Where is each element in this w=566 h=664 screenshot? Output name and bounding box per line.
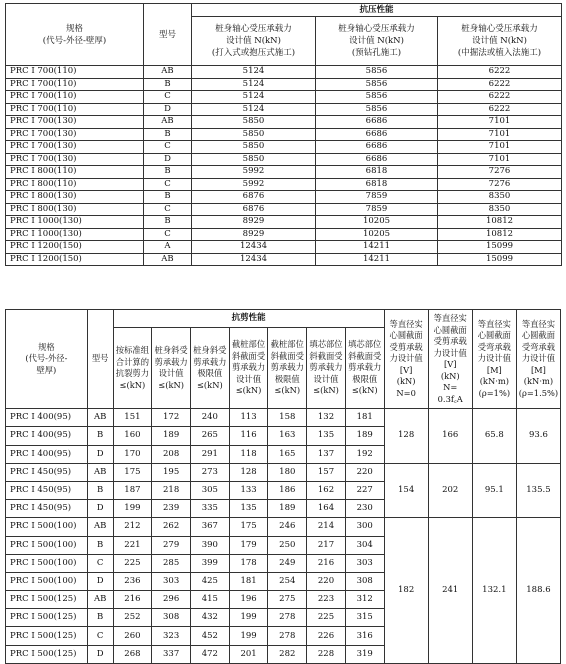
value-cell: 128: [229, 463, 268, 481]
value-cell: 265: [190, 427, 229, 445]
value-cell: 8929: [192, 216, 316, 229]
model-cell: C: [144, 228, 192, 241]
moment-m1-cell: 132.1: [472, 518, 516, 664]
value-cell: 158: [268, 409, 307, 427]
spec-cell: PRC Ⅰ 1000(130): [6, 228, 144, 241]
value-cell: 12434: [192, 253, 316, 266]
spec-cell: PRC Ⅰ 400(95): [6, 427, 88, 445]
value-cell: 6876: [192, 203, 316, 216]
spec-cell: PRC Ⅰ 700(110): [6, 103, 144, 116]
table-row: [6, 141, 562, 154]
value-cell: 189: [268, 500, 307, 518]
table-row: [6, 216, 562, 229]
spec-cell: PRC Ⅰ 400(95): [6, 409, 88, 427]
value-cell: 7101: [438, 141, 562, 154]
spec-cell: PRC Ⅰ 500(100): [6, 518, 88, 536]
value-cell: 220: [345, 463, 384, 481]
value-cell: 181: [345, 409, 384, 427]
value-cell: 170: [113, 445, 152, 463]
cut-ultimate-header: 截桩部位 斜截面受 剪承载力 极限值 ≤(kN): [268, 328, 307, 409]
spec-cell: PRC Ⅰ 1200(150): [6, 241, 144, 254]
value-cell: 300: [345, 518, 384, 536]
value-cell: 5124: [192, 103, 316, 116]
shear-v0-cell: 182: [384, 518, 428, 664]
value-cell: 189: [345, 427, 384, 445]
shear-group-header: 抗剪性能: [113, 310, 384, 328]
value-cell: 6876: [192, 191, 316, 204]
moment-m2-cell: 93.6: [516, 409, 560, 464]
value-cell: 7101: [438, 116, 562, 129]
compression-table: [5, 3, 562, 266]
value-cell: 5850: [192, 153, 316, 166]
spec-cell: PRC Ⅰ 450(95): [6, 481, 88, 499]
value-cell: 216: [307, 554, 346, 572]
value-cell: 208: [152, 445, 191, 463]
value-cell: 10812: [438, 216, 562, 229]
shear-v0-cell: 154: [384, 463, 428, 518]
spec-cell: PRC Ⅰ 500(125): [6, 609, 88, 627]
value-cell: 225: [113, 554, 152, 572]
value-cell: 151: [113, 409, 152, 427]
spec-cell: PRC Ⅰ 500(125): [6, 591, 88, 609]
table-row: [6, 178, 562, 191]
value-cell: 180: [268, 463, 307, 481]
model-cell: A: [144, 241, 192, 254]
value-cell: 6222: [438, 91, 562, 104]
value-cell: 7859: [316, 191, 438, 204]
value-cell: 254: [268, 572, 307, 590]
value-cell: 304: [345, 536, 384, 554]
value-cell: 172: [152, 409, 191, 427]
value-cell: 187: [113, 481, 152, 499]
table-row: [6, 116, 562, 129]
col-driven-header: 桩身轴心受压承载力 设计值 N(kN) (打入式或抱压式施工): [192, 17, 316, 66]
spec-cell: PRC Ⅰ 700(130): [6, 141, 144, 154]
value-cell: 6686: [316, 153, 438, 166]
value-cell: 260: [113, 627, 152, 645]
value-cell: 5124: [192, 91, 316, 104]
value-cell: 337: [152, 645, 191, 663]
moment-m2-cell: 135.5: [516, 463, 560, 518]
col-embedded-header: 桩身轴心受压承载力 设计值 N(kN) (中掘法或植入法施工): [438, 17, 562, 66]
model-cell: B: [144, 78, 192, 91]
model-cell: D: [144, 153, 192, 166]
value-cell: 7276: [438, 178, 562, 191]
value-cell: 165: [268, 445, 307, 463]
value-cell: 273: [190, 463, 229, 481]
model-cell: AB: [144, 253, 192, 266]
table-row: [6, 463, 561, 481]
value-cell: 163: [268, 427, 307, 445]
value-cell: 315: [345, 609, 384, 627]
value-cell: 216: [113, 591, 152, 609]
value-cell: 296: [152, 591, 191, 609]
model-cell: D: [144, 103, 192, 116]
spec-cell: PRC Ⅰ 800(130): [6, 191, 144, 204]
value-cell: 6686: [316, 141, 438, 154]
model-cell: D: [87, 572, 113, 590]
value-cell: 196: [229, 591, 268, 609]
value-cell: 308: [152, 609, 191, 627]
table-row: [6, 409, 561, 427]
value-cell: 390: [190, 536, 229, 554]
model-cell: C: [87, 554, 113, 572]
value-cell: 14211: [316, 253, 438, 266]
value-cell: 278: [268, 609, 307, 627]
value-cell: 217: [307, 536, 346, 554]
value-cell: 175: [229, 518, 268, 536]
spec-cell: PRC Ⅰ 700(110): [6, 66, 144, 79]
cut-design-header: 截桩部位 斜截面受 剪承载力 设计值 ≤(kN): [229, 328, 268, 409]
value-cell: 8350: [438, 191, 562, 204]
spec-cell: PRC Ⅰ 450(95): [6, 500, 88, 518]
value-cell: 282: [268, 645, 307, 663]
fill-design-header: 填芯部位 斜截面受 剪承载力 设计值 ≤(kN): [307, 328, 346, 409]
shear-v0-header: 等直径实 心圆截面 受剪承载 力设计值 [V] (kN) N=0: [384, 310, 428, 409]
shear-v1-header: 等直径实 心圆截面 受剪承载 力设计值 [V] (kN) N= 0.3f꜀A: [428, 310, 472, 409]
spec-cell: PRC Ⅰ 450(95): [6, 463, 88, 481]
value-cell: 189: [152, 427, 191, 445]
value-cell: 227: [345, 481, 384, 499]
value-cell: 279: [152, 536, 191, 554]
value-cell: 5124: [192, 66, 316, 79]
value-cell: 323: [152, 627, 191, 645]
table-row: [6, 91, 562, 104]
spec-cell: PRC Ⅰ 500(100): [6, 572, 88, 590]
value-cell: 178: [229, 554, 268, 572]
moment-m1-cell: 65.8: [472, 409, 516, 464]
value-cell: 236: [113, 572, 152, 590]
value-cell: 214: [307, 518, 346, 536]
value-cell: 135: [307, 427, 346, 445]
value-cell: 164: [307, 500, 346, 518]
value-cell: 230: [345, 500, 384, 518]
table-row: [6, 166, 562, 179]
value-cell: 472: [190, 645, 229, 663]
model-cell: D: [87, 445, 113, 463]
shear-v0-cell: 128: [384, 409, 428, 464]
model-cell: C: [144, 141, 192, 154]
shear-design-header: 桩身斜受 剪承载力 设计值 ≤(kN): [152, 328, 191, 409]
value-cell: 239: [152, 500, 191, 518]
model-cell: AB: [87, 409, 113, 427]
value-cell: 275: [268, 591, 307, 609]
table-row: [6, 253, 562, 266]
table-row: [6, 103, 562, 116]
model-header: 型号: [144, 4, 192, 66]
value-cell: 199: [229, 627, 268, 645]
value-cell: 10205: [316, 228, 438, 241]
model-cell: C: [144, 203, 192, 216]
spec-cell: PRC Ⅰ 500(125): [6, 627, 88, 645]
value-cell: 7101: [438, 128, 562, 141]
spec-header: 规格 (代号-外径- 壁厚): [6, 310, 88, 409]
spec-cell: PRC Ⅰ 500(125): [6, 645, 88, 663]
value-cell: 6222: [438, 78, 562, 91]
value-cell: 199: [113, 500, 152, 518]
value-cell: 15099: [438, 241, 562, 254]
spec-cell: PRC Ⅰ 800(110): [6, 178, 144, 191]
value-cell: 212: [113, 518, 152, 536]
value-cell: 133: [229, 481, 268, 499]
value-cell: 195: [152, 463, 191, 481]
value-cell: 137: [307, 445, 346, 463]
spec-cell: PRC Ⅰ 700(130): [6, 153, 144, 166]
value-cell: 6686: [316, 116, 438, 129]
model-cell: B: [87, 536, 113, 554]
value-cell: 268: [113, 645, 152, 663]
value-cell: 249: [268, 554, 307, 572]
value-cell: 225: [307, 609, 346, 627]
value-cell: 303: [152, 572, 191, 590]
moment-m1-cell: 95.1: [472, 463, 516, 518]
value-cell: 175: [113, 463, 152, 481]
moment-m2-cell: 188.6: [516, 518, 560, 664]
model-cell: D: [87, 645, 113, 663]
value-cell: 221: [113, 536, 152, 554]
value-cell: 278: [268, 627, 307, 645]
value-cell: 8929: [192, 228, 316, 241]
value-cell: 240: [190, 409, 229, 427]
spec-cell: PRC Ⅰ 500(100): [6, 554, 88, 572]
value-cell: 201: [229, 645, 268, 663]
shear-table: [5, 309, 561, 664]
value-cell: 5992: [192, 178, 316, 191]
shear-v1-cell: 241: [428, 518, 472, 664]
value-cell: 5850: [192, 128, 316, 141]
spec-cell: PRC Ⅰ 700(130): [6, 128, 144, 141]
value-cell: 5992: [192, 166, 316, 179]
value-cell: 452: [190, 627, 229, 645]
model-cell: AB: [87, 591, 113, 609]
model-cell: B: [87, 609, 113, 627]
spec-header: 规格 (代号-外径-壁厚): [6, 4, 144, 66]
value-cell: 135: [229, 500, 268, 518]
table-row: [6, 191, 562, 204]
value-cell: 415: [190, 591, 229, 609]
value-cell: 285: [152, 554, 191, 572]
value-cell: 199: [229, 609, 268, 627]
model-cell: B: [144, 166, 192, 179]
value-cell: 7859: [316, 203, 438, 216]
shear-ultimate-header: 桩身斜受 剪承载力 极限值 ≤(kN): [190, 328, 229, 409]
value-cell: 10812: [438, 228, 562, 241]
spec-cell: PRC Ⅰ 700(110): [6, 78, 144, 91]
value-cell: 5850: [192, 116, 316, 129]
value-cell: 5856: [316, 91, 438, 104]
value-cell: 113: [229, 409, 268, 427]
model-cell: B: [144, 128, 192, 141]
value-cell: 116: [229, 427, 268, 445]
value-cell: 8350: [438, 203, 562, 216]
table-row: [6, 228, 562, 241]
table-row: [6, 153, 562, 166]
value-cell: 226: [307, 627, 346, 645]
value-cell: 118: [229, 445, 268, 463]
table-row: [6, 66, 562, 79]
value-cell: 132: [307, 409, 346, 427]
value-cell: 262: [152, 518, 191, 536]
value-cell: 5850: [192, 141, 316, 154]
value-cell: 181: [229, 572, 268, 590]
shear-v1-cell: 166: [428, 409, 472, 464]
spec-cell: PRC Ⅰ 800(110): [6, 166, 144, 179]
value-cell: 192: [345, 445, 384, 463]
value-cell: 335: [190, 500, 229, 518]
value-cell: 303: [345, 554, 384, 572]
value-cell: 319: [345, 645, 384, 663]
spec-cell: PRC Ⅰ 1000(130): [6, 216, 144, 229]
compression-group-header: 抗压性能: [192, 4, 562, 17]
value-cell: 15099: [438, 253, 562, 266]
model-cell: C: [144, 178, 192, 191]
value-cell: 312: [345, 591, 384, 609]
value-cell: 12434: [192, 241, 316, 254]
value-cell: 5856: [316, 78, 438, 91]
value-cell: 186: [268, 481, 307, 499]
model-cell: B: [144, 191, 192, 204]
value-cell: 367: [190, 518, 229, 536]
col-predrilled-header: 桩身轴心受压承载力 设计值 N(kN) (预钻孔施工): [316, 17, 438, 66]
model-cell: C: [87, 627, 113, 645]
spec-cell: PRC Ⅰ 700(110): [6, 91, 144, 104]
model-cell: B: [87, 427, 113, 445]
value-cell: 223: [307, 591, 346, 609]
value-cell: 220: [307, 572, 346, 590]
fill-ultimate-header: 填芯部位 斜截面受 剪承载力 极限值 ≤(kN): [345, 328, 384, 409]
value-cell: 157: [307, 463, 346, 481]
model-cell: AB: [87, 518, 113, 536]
value-cell: 6686: [316, 128, 438, 141]
spec-cell: PRC Ⅰ 800(130): [6, 203, 144, 216]
value-cell: 162: [307, 481, 346, 499]
model-cell: AB: [144, 116, 192, 129]
value-cell: 432: [190, 609, 229, 627]
table-row: [6, 518, 561, 536]
spec-cell: PRC Ⅰ 400(95): [6, 445, 88, 463]
value-cell: 6222: [438, 103, 562, 116]
model-cell: D: [87, 500, 113, 518]
moment-m2-header: 等直径实 心圆截面 受弯承载 力设计值 [M] (kN·m) (ρ=1.5%): [516, 310, 560, 409]
model-cell: B: [87, 481, 113, 499]
value-cell: 308: [345, 572, 384, 590]
model-cell: AB: [87, 463, 113, 481]
table-row: [6, 203, 562, 216]
value-cell: 252: [113, 609, 152, 627]
value-cell: 10205: [316, 216, 438, 229]
value-cell: 291: [190, 445, 229, 463]
value-cell: 305: [190, 481, 229, 499]
model-cell: B: [144, 216, 192, 229]
table-row: [6, 128, 562, 141]
value-cell: 179: [229, 536, 268, 554]
value-cell: 7101: [438, 153, 562, 166]
spec-cell: PRC Ⅰ 700(130): [6, 116, 144, 129]
value-cell: 5856: [316, 66, 438, 79]
moment-m1-header: 等直径实 心圆截面 受弯承载 力设计值 [M] (kN·m) (ρ=1%): [472, 310, 516, 409]
model-cell: AB: [144, 66, 192, 79]
value-cell: 399: [190, 554, 229, 572]
value-cell: 160: [113, 427, 152, 445]
value-cell: 6818: [316, 166, 438, 179]
value-cell: 5124: [192, 78, 316, 91]
crack-shear-header: 按标准组 合计算的 抗裂剪力 ≤(kN): [113, 328, 152, 409]
value-cell: 250: [268, 536, 307, 554]
value-cell: 425: [190, 572, 229, 590]
value-cell: 218: [152, 481, 191, 499]
spec-cell: PRC Ⅰ 1200(150): [6, 253, 144, 266]
model-header: 型号: [87, 310, 113, 409]
value-cell: 14211: [316, 241, 438, 254]
value-cell: 7276: [438, 166, 562, 179]
shear-v1-cell: 202: [428, 463, 472, 518]
table-row: [6, 78, 562, 91]
value-cell: 246: [268, 518, 307, 536]
value-cell: 6818: [316, 178, 438, 191]
model-cell: C: [144, 91, 192, 104]
value-cell: 228: [307, 645, 346, 663]
value-cell: 5856: [316, 103, 438, 116]
table-row: [6, 241, 562, 254]
value-cell: 316: [345, 627, 384, 645]
spec-cell: PRC Ⅰ 500(100): [6, 536, 88, 554]
value-cell: 6222: [438, 66, 562, 79]
